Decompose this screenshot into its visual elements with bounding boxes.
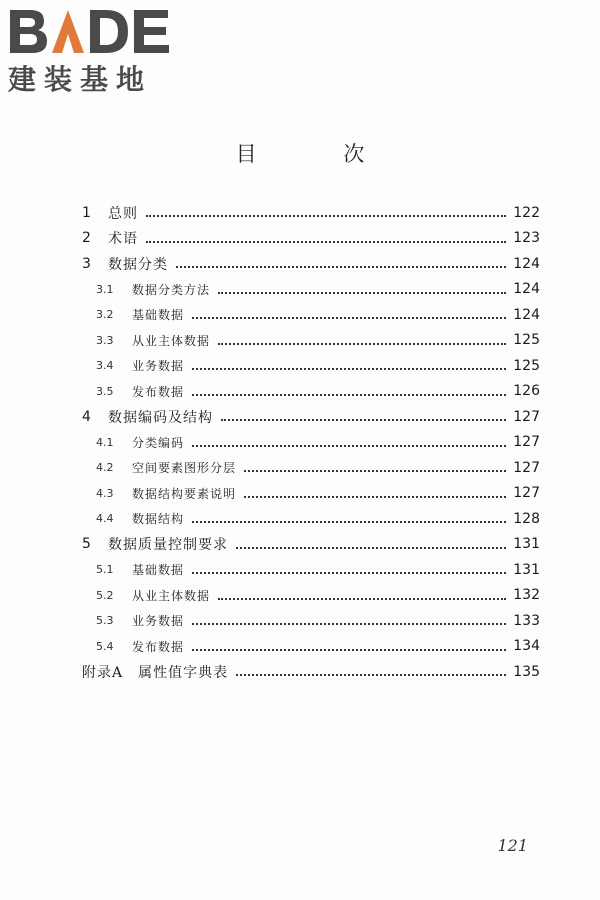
dot-leader [176,265,506,268]
toc-entry-number: 4 [82,408,91,425]
toc-entry[interactable] [82,455,540,481]
brand-logo [8,6,178,96]
toc-entry-page: 124 [513,281,540,298]
toc-entry[interactable] [82,608,540,634]
toc-entry-page: 123 [513,230,540,247]
toc-entry[interactable] [82,481,540,507]
toc-entry[interactable] [82,532,540,558]
dot-leader [218,291,506,294]
bade-logo-icon [8,6,178,56]
toc-entry-number: 4.1 [96,435,114,449]
toc-entry[interactable] [82,583,540,609]
dot-leader [192,622,506,625]
toc-entry-page: 122 [513,204,540,221]
toc-entry-page: 125 [513,357,540,374]
toc-entry-number: 3.1 [96,282,114,296]
toc-entry-label: 总则 [108,205,138,222]
toc-entry[interactable] [82,353,540,379]
toc-entry[interactable] [82,404,540,430]
dot-leader [192,367,506,370]
toc-entry-number: 3.5 [96,384,114,398]
toc-entry-number: 5.1 [96,563,114,577]
dot-leader [146,240,506,243]
logo-subtitle: 建装基地 [8,63,153,96]
toc-entry[interactable] [82,302,540,328]
toc-entry-label: 数据结构要素说明 [132,486,237,501]
toc-entry-label: 空间要素图形分层 [132,461,237,476]
toc-entry-page: 127 [513,408,540,425]
toc-entry-label: 从业主体数据 [132,588,211,603]
toc-entry-page: 131 [513,536,540,553]
toc-entry-label: 分类编码 [132,435,185,450]
toc-entry-label: 发布数据 [132,639,185,654]
dot-leader [192,648,506,651]
toc-entry-page: 128 [513,510,540,527]
toc-entry-page: 124 [513,306,540,323]
dot-leader [244,469,506,472]
dot-leader [192,393,506,396]
toc-entry-number: 3.2 [96,308,114,322]
dot-leader [192,316,506,319]
toc-entry-label: 术语 [108,231,138,248]
toc-entry-label: 数据结构 [132,512,185,527]
toc-entry-number: 5.3 [96,614,114,628]
dot-leader [192,520,506,523]
toc-entry-page: 134 [513,638,540,655]
toc-entry-label: 发布数据 [132,384,185,399]
toc-entry[interactable] [82,557,540,583]
toc-entry-number: 4.3 [96,486,114,500]
toc-entry-page: 126 [513,383,540,400]
toc-entry-label: 数据分类方法 [132,282,211,297]
toc-entry-page: 125 [513,332,540,349]
toc-entry-page: 133 [513,612,540,629]
toc-entry-label: 基础数据 [132,308,185,323]
page-number: 121 [497,836,528,855]
toc-entry-label: 附录A 属性值字典表 [82,664,229,681]
toc-entry[interactable] [82,506,540,532]
toc-entry[interactable] [82,379,540,405]
toc-entry-page: 127 [513,434,540,451]
toc-entry-page: 127 [513,459,540,476]
toc-entry-label: 数据分类 [108,256,168,273]
toc-entry-number: 3.4 [96,359,114,373]
toc-entry[interactable] [82,634,540,660]
toc-entry[interactable] [82,659,540,685]
toc-entry[interactable] [82,226,540,252]
table-of-contents [82,200,540,685]
toc-entry-page: 131 [513,561,540,578]
dot-leader [192,571,506,574]
dot-leader [146,214,506,217]
toc-entry-number: 2 [82,230,91,247]
toc-entry-number: 5.2 [96,588,114,602]
dot-leader [192,444,506,447]
toc-entry[interactable] [82,200,540,226]
toc-entry[interactable] [82,430,540,456]
toc-entry-number: 5.4 [96,639,114,653]
toc-entry[interactable] [82,277,540,303]
dot-leader [236,673,506,676]
toc-entry-page: 135 [513,663,540,680]
dot-leader [221,418,506,421]
toc-entry-page: 124 [513,255,540,272]
dot-leader [244,495,506,498]
toc-entry-number: 1 [82,204,91,221]
toc-entry-number: 3 [82,255,91,272]
toc-entry[interactable] [82,251,540,277]
dot-leader [218,597,506,600]
toc-entry-number: 4.2 [96,461,114,475]
toc-entry-number: 3.3 [96,333,114,347]
toc-entry-label: 基础数据 [132,563,185,578]
toc-entry-page: 127 [513,485,540,502]
toc-entry-label: 数据质量控制要求 [108,537,228,554]
dot-leader [218,342,506,345]
toc-entry-label: 从业主体数据 [132,333,211,348]
toc-entry-label: 业务数据 [132,359,185,374]
toc-entry-page: 132 [513,587,540,604]
toc-entry-number: 4.4 [96,512,114,526]
toc-title: 目 次 [235,142,405,166]
toc-entry-label: 业务数据 [132,614,185,629]
toc-entry-number: 5 [82,536,91,553]
dot-leader [236,546,506,549]
toc-entry-label: 数据编码及结构 [108,409,213,426]
toc-entry[interactable] [82,328,540,354]
